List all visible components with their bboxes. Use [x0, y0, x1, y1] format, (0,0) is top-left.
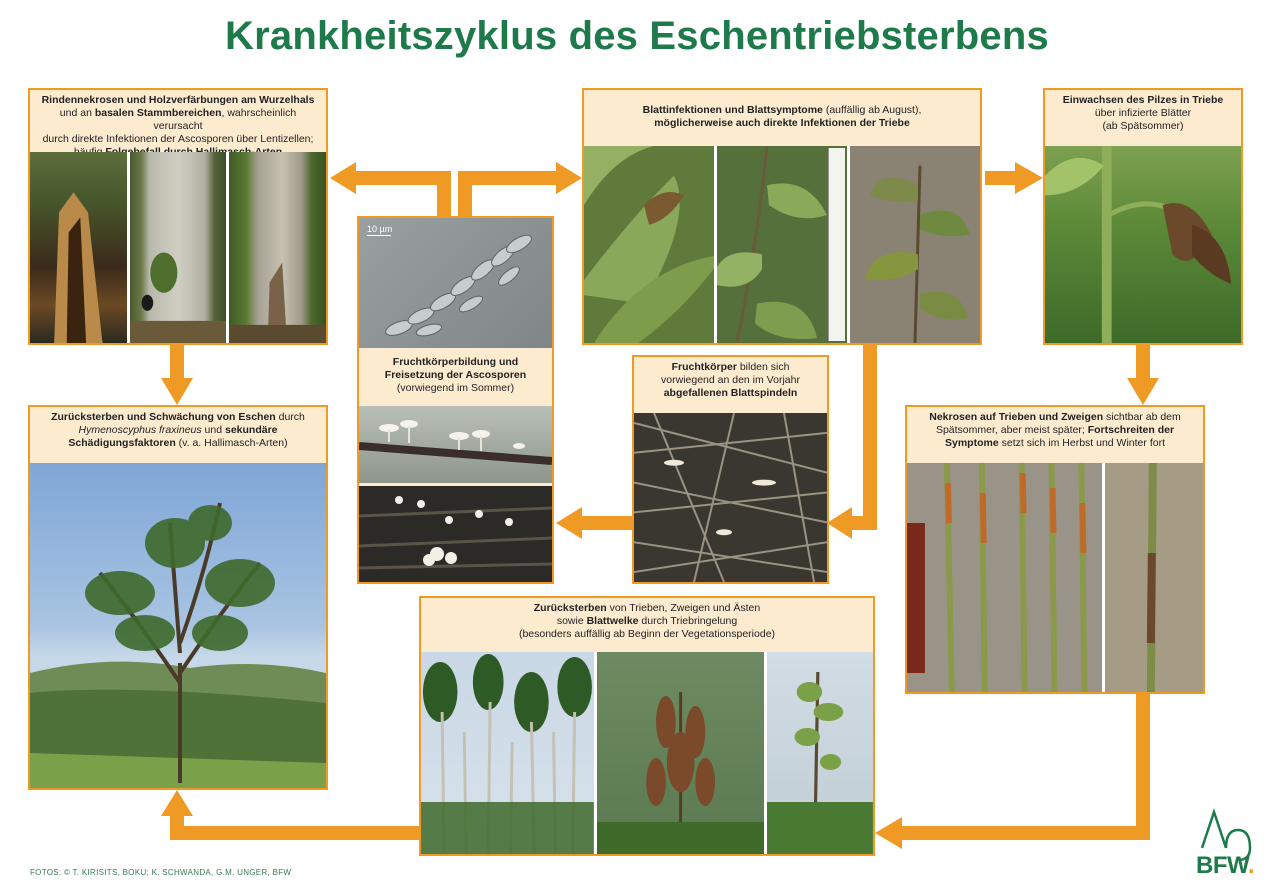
- caption-decline-line2a: Hymenoscyphus fraxineus: [78, 424, 202, 436]
- caption-fruit-line2: vorwiegend an den im Vorjahr: [661, 374, 800, 386]
- caption-necrosis-line3a: Symptome: [945, 437, 999, 449]
- arrow-to-root-head: [330, 162, 356, 194]
- caption-fruiting-line1: Fruchtkörperbildung und: [392, 356, 519, 368]
- caption-fruiting-formation: [359, 352, 552, 398]
- photo-credit: FOTOS: © T. KIRISITS, BOKU; K. SCHWANDA, G.M. UNGER, BFW: [30, 868, 292, 877]
- arrow-fruit-formation-head: [556, 507, 582, 539]
- caption-fruiting-line3: (vorwiegend im Sommer): [396, 382, 515, 394]
- caption-necrosis-line1a: Nekrosen auf Trieben und Zweigen: [929, 411, 1104, 423]
- arrow-fruit-formation-shaft: [578, 516, 633, 530]
- box-decline: [28, 405, 328, 790]
- caption-leaf-line1a: Blattinfektionen und Blattsymptome: [642, 104, 823, 116]
- caption-decline-line2c: sekundäre: [224, 424, 278, 436]
- box-fruiting-formation: [357, 216, 554, 584]
- box-dieback: [419, 596, 875, 856]
- photo-wilted-crown: [597, 652, 764, 854]
- arrow-to-leaf-head: [556, 162, 582, 194]
- caption-leaf-line1b: (auffällig ab August),: [822, 104, 922, 116]
- caption-decline-line1b: durch: [275, 411, 305, 423]
- caption-root-line2c: , wahrscheinlich verursacht: [153, 107, 297, 132]
- photo-root-collar-necrosis: [30, 152, 127, 343]
- arrow-to-decline-head: [161, 790, 193, 816]
- arrow-leaf-fruit-head: [827, 507, 852, 539]
- box-necrosis: [905, 405, 1205, 694]
- photo-stem-lesion: [229, 152, 326, 343]
- caption-ingrowth-line3: (ab Spätsommer): [1102, 120, 1184, 132]
- photo-shoot-lesion-detail: [1105, 463, 1203, 692]
- arrow-to-leaf-shaft: [458, 171, 560, 185]
- caption-dieback: [421, 598, 873, 644]
- caption-dieback-line2a: sowie: [556, 615, 587, 627]
- caption-dieback-line3: (besonders auffällig ab Beginn der Vegetationsperiode): [518, 628, 776, 640]
- scale-label: 10 µm: [367, 224, 393, 234]
- photo-leaf-lesion: [584, 146, 714, 343]
- caption-fruit-line1a: Fruchtkörper: [671, 361, 737, 373]
- caption-necrosis-line2b: Fortschreiten der: [1087, 424, 1175, 436]
- ruler: [828, 148, 845, 341]
- photo-fallen-rachises: [634, 413, 827, 582]
- arrow-to-ingrowth-shaft: [985, 171, 1015, 185]
- bfw-logo-text: BFW.: [1196, 852, 1254, 879]
- caption-decline-line2b: und: [201, 424, 225, 436]
- caption-ingrowth: [1045, 90, 1241, 136]
- arrow-to-necrosis-shaft: [1136, 345, 1150, 380]
- photo-apothecia-litter: [359, 486, 552, 582]
- caption-leaf-infection: [584, 90, 980, 133]
- arrow-to-necrosis-head: [1127, 378, 1159, 405]
- photo-ascospores-micrograph: [359, 218, 552, 348]
- box-leaf-infection: [582, 88, 982, 345]
- caption-necrosis-line1b: sichtbar ab dem: [1103, 411, 1181, 423]
- arrow-to-dieback-head: [875, 817, 902, 849]
- arrow-root-decline-head: [161, 378, 193, 405]
- scale-bar: [367, 224, 392, 236]
- photo-leaf-with-ruler: [717, 146, 847, 343]
- page-title: Krankheitszyklus des Eschentriebsterbens: [225, 14, 1049, 58]
- photo-stand-dieback: [421, 652, 594, 854]
- photo-declining-ash-tree: [30, 463, 326, 788]
- photo-shoot-necroses: [907, 463, 1102, 692]
- box-root-necrosis: [28, 88, 328, 345]
- caption-necrosis-line2a: Spätsommer, aber meist später;: [935, 424, 1088, 436]
- box-ingrowth: [1043, 88, 1243, 345]
- caption-root-line2a: und an: [59, 107, 95, 119]
- bfw-logo: [1196, 808, 1262, 882]
- caption-decline-line1a: Zurücksterben und Schwächung von Eschen: [51, 411, 276, 423]
- photo-young-ash-dieback: [767, 652, 873, 854]
- arrow-to-decline-vertical: [170, 812, 184, 840]
- caption-dieback-line2b: Blattwelke: [586, 615, 639, 627]
- photo-apothecia-on-rachis: [359, 406, 552, 483]
- caption-necrosis-line3b: setzt sich im Herbst und Winter fort: [998, 437, 1165, 449]
- arrow-to-dieback-vertical: [1136, 694, 1150, 840]
- caption-decline-line3a: Schädigungsfaktoren: [68, 437, 176, 449]
- caption-fruit-bodies: [634, 357, 827, 403]
- caption-root-line2b: basalen Stammbereichen: [94, 107, 222, 119]
- caption-dieback-line1b: von Trieben, Zweigen und Ästen: [606, 602, 761, 614]
- arrow-to-root-shaft: [352, 171, 451, 185]
- arrow-to-dieback-horizontal: [900, 826, 1150, 840]
- caption-root-line3: durch direkte Infektionen der Ascosporen über Lentizellen;: [42, 133, 314, 145]
- arrow-to-ingrowth-head: [1015, 162, 1043, 194]
- caption-decline-line3b: (v. a. Hallimasch-Arten): [175, 437, 288, 449]
- caption-decline: [30, 407, 326, 453]
- arrow-to-decline-horizontal: [170, 826, 420, 840]
- caption-dieback-line2c: durch Triebringelung: [638, 615, 738, 627]
- photo-stem-base: [130, 152, 227, 343]
- caption-ingrowth-line1: Einwachsen des Pilzes in Triebe: [1062, 94, 1224, 106]
- caption-fruiting-line2: Freisetzung der Ascosporen: [384, 369, 527, 381]
- caption-root-line1: Rindennekrosen und Holzverfärbungen am Wurzelhals: [41, 94, 315, 106]
- caption-fruit-line3: abgefallenen Blattspindeln: [663, 387, 798, 399]
- box-fruit-bodies: [632, 355, 829, 584]
- caption-fruit-line1b: bilden sich: [736, 361, 790, 373]
- photo-wilted-leaf: [850, 146, 980, 343]
- arrow-leaf-fruit-vertical: [863, 345, 877, 530]
- photo-shoot-ingrowth: [1045, 146, 1241, 343]
- caption-ingrowth-line2: über infizierte Blätter: [1094, 107, 1192, 119]
- caption-dieback-line1a: Zurücksterben: [533, 602, 607, 614]
- arrow-root-decline-shaft: [170, 345, 184, 381]
- caption-leaf-line2: möglicherweise auch direkte Infektionen der Triebe: [654, 117, 910, 129]
- caption-necrosis: [907, 407, 1203, 453]
